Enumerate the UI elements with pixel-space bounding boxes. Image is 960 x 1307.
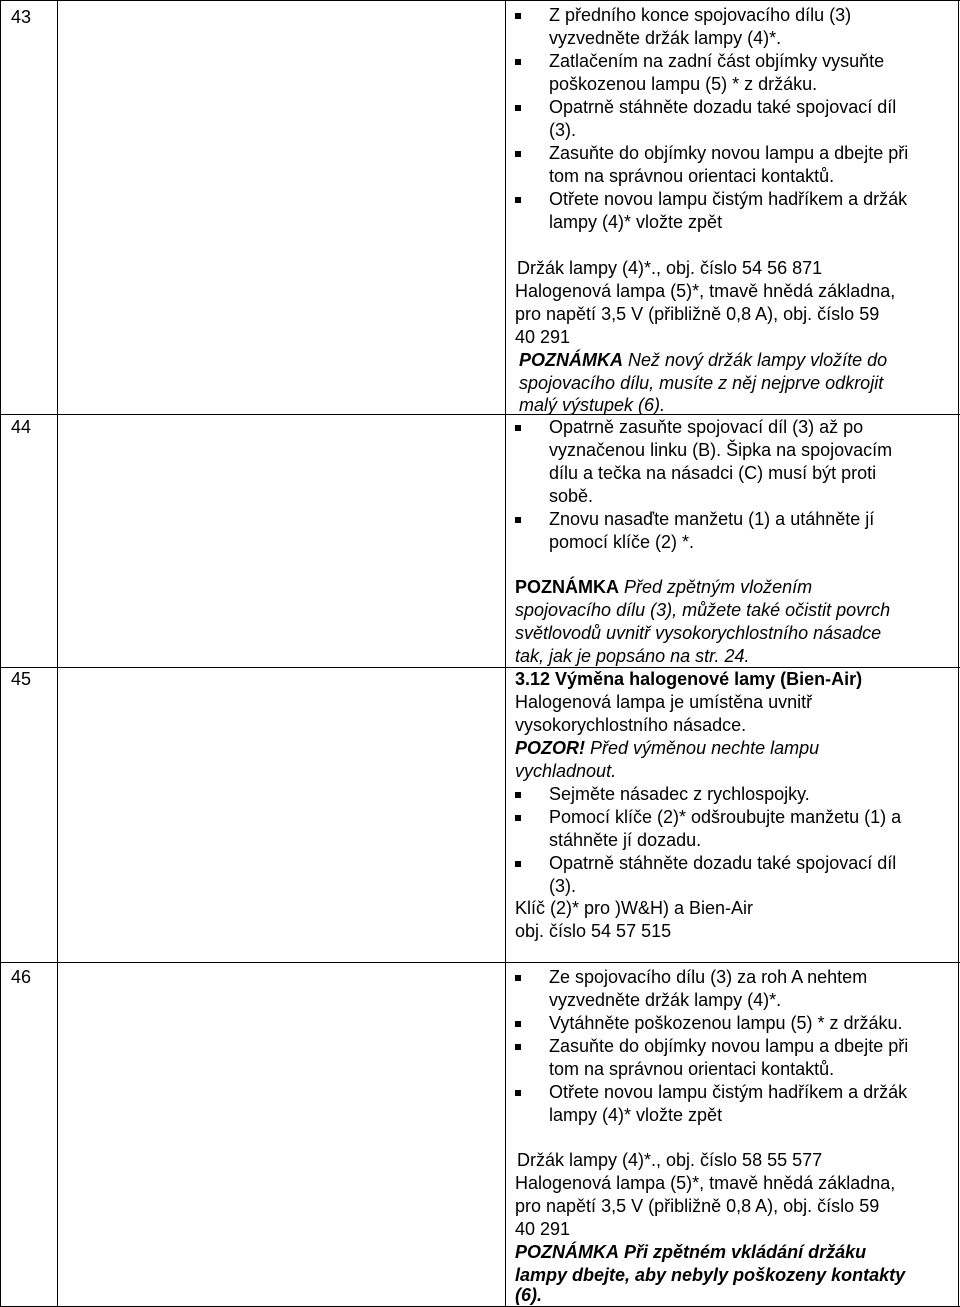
bullet-icon xyxy=(515,861,521,867)
step-text: Ze spojovacího dílu (3) za roh A nehtem xyxy=(549,967,868,987)
note xyxy=(515,576,812,599)
step-text: sobě. xyxy=(549,486,594,506)
step-text: Znovu nasaďte manžetu (1) a utáhněte jí xyxy=(549,509,875,529)
note-text: tak, jak je popsáno na str. 24. xyxy=(515,646,750,666)
bullet-icon xyxy=(515,151,521,157)
bullet-icon xyxy=(515,815,521,821)
note-label: POZNÁMKA xyxy=(519,350,623,370)
row-divider-44 xyxy=(0,414,960,415)
step-text: Sejměte násadec z rychlospojky. xyxy=(549,784,810,804)
note-text: (6). xyxy=(515,1285,542,1305)
bullet-icon xyxy=(515,105,521,111)
bullet-icon xyxy=(515,59,521,65)
table-border-top xyxy=(0,0,960,1)
row-divider-46 xyxy=(0,962,960,963)
step-text: Opatrně stáhněte dozadu také spojovací díl xyxy=(549,97,897,117)
part-number-line: Držák lampy (4)*., obj. číslo 54 56 871 xyxy=(517,258,823,278)
part-number-line: Klíč (2)* pro )W&H) a Bien-Air xyxy=(515,898,754,918)
step-text: Opatrně stáhněte dozadu také spojovací díl xyxy=(549,853,897,873)
warning xyxy=(515,737,819,760)
note-text: Před zpětným vložením xyxy=(624,577,813,597)
bullet-icon xyxy=(515,425,521,431)
note-text: Než nový držák lampy vložíte do xyxy=(628,350,888,370)
intro-text: Halogenová lampa je umístěna uvnitř xyxy=(515,692,813,712)
step-text: Zatlačením na zadní část objímky vysuňte xyxy=(549,51,885,71)
step-text: lampy (4)* vložte zpět xyxy=(549,212,723,232)
warning-label: POZOR! xyxy=(515,738,585,758)
step-text: Opatrně zasuňte spojovací díl (3) až po xyxy=(549,417,864,437)
row-number: 45 xyxy=(11,669,32,689)
part-number-line: 40 291 xyxy=(515,327,571,347)
part-number-line: Halogenová lampa (5)*, tmavě hnědá základna, xyxy=(515,1173,896,1193)
row-number: 43 xyxy=(11,7,32,27)
note-label: POZNÁMKA xyxy=(515,577,619,597)
row-number: 44 xyxy=(11,417,32,437)
part-number-line: 40 291 xyxy=(515,1219,571,1239)
table-border-left xyxy=(0,0,1,1307)
note-text: spojovacího dílu, musíte z něj nejprve odkrojit xyxy=(519,373,884,393)
note-text: Při zpětném vkládání držáku xyxy=(624,1242,867,1262)
part-number-line: Halogenová lampa (5)*, tmavě hnědá základna, xyxy=(515,281,896,301)
step-text: lampy (4)* vložte zpět xyxy=(549,1105,723,1125)
step-text: vyznačenou linku (B). Šipka na spojovacím xyxy=(549,440,893,460)
note-text: spojovacího dílu (3), můžete také očistit povrch xyxy=(515,600,891,620)
column-divider-number xyxy=(57,0,58,1307)
bullet-icon xyxy=(515,975,521,981)
step-text: Otřete novou lampu čistým hadříkem a držák xyxy=(549,1082,908,1102)
step-text: dílu a tečka na násadci (C) musí být proti xyxy=(549,463,877,483)
bullet-icon xyxy=(515,792,521,798)
note-label: POZNÁMKA xyxy=(515,1242,619,1262)
part-number-line: obj. číslo 54 57 515 xyxy=(515,921,672,941)
step-text: pomocí klíče (2) *. xyxy=(549,532,695,552)
step-text: Z předního konce spojovacího dílu (3) xyxy=(549,5,852,25)
part-number-line: Držák lampy (4)*., obj. číslo 58 55 577 xyxy=(517,1150,823,1170)
section-heading: 3.12 Výměna halogenové lamy (Bien-Air) xyxy=(515,669,863,689)
step-text: Zasuňte do objímky novou lampu a dbejte při xyxy=(549,1036,909,1056)
step-text: Vytáhněte poškozenou lampu (5) * z držáku. xyxy=(549,1013,903,1033)
step-text: Otřete novou lampu čistým hadříkem a držák xyxy=(549,189,908,209)
note xyxy=(519,349,887,372)
note-text: lampy dbejte, aby nebyly poškozeny kontakty xyxy=(515,1265,906,1285)
intro-text: vysokorychlostního násadce. xyxy=(515,715,747,735)
step-text: stáhněte jí dozadu. xyxy=(549,830,702,850)
row-number: 46 xyxy=(11,967,32,987)
warning-text: Před výměnou nechte lampu xyxy=(590,738,820,758)
step-text: tom na správnou orientaci kontaktů. xyxy=(549,166,835,186)
step-text: tom na správnou orientaci kontaktů. xyxy=(549,1059,835,1079)
step-text: poškozenou lampu (5) * z držáku. xyxy=(549,74,818,94)
note xyxy=(515,1241,866,1264)
note-text: malý výstupek (6). xyxy=(519,395,666,415)
table-border-right xyxy=(958,0,959,1307)
part-number-line: pro napětí 3,5 V (přibližně 0,8 A), obj. číslo 59 xyxy=(515,1196,880,1216)
bullet-icon xyxy=(515,1090,521,1096)
bullet-icon xyxy=(515,13,521,19)
column-divider-image xyxy=(505,0,506,1307)
step-text: (3). xyxy=(549,120,576,140)
step-text: Pomocí klíče (2)* odšroubujte manžetu (1) a xyxy=(549,807,902,827)
part-number-line: pro napětí 3,5 V (přibližně 0,8 A), obj. číslo 59 xyxy=(515,304,880,324)
step-text: vyzvedněte držák lampy (4)*. xyxy=(549,28,782,48)
warning-text: vychladnout. xyxy=(515,761,617,781)
bullet-icon xyxy=(515,1021,521,1027)
bullet-icon xyxy=(515,197,521,203)
step-text: (3). xyxy=(549,876,576,896)
step-text: Zasuňte do objímky novou lampu a dbejte při xyxy=(549,143,909,163)
step-text: vyzvedněte držák lampy (4)*. xyxy=(549,990,782,1010)
note-text: světlovodů uvnitř vysokorychlostního násadce xyxy=(515,623,882,643)
bullet-icon xyxy=(515,517,521,523)
bullet-icon xyxy=(515,1044,521,1050)
